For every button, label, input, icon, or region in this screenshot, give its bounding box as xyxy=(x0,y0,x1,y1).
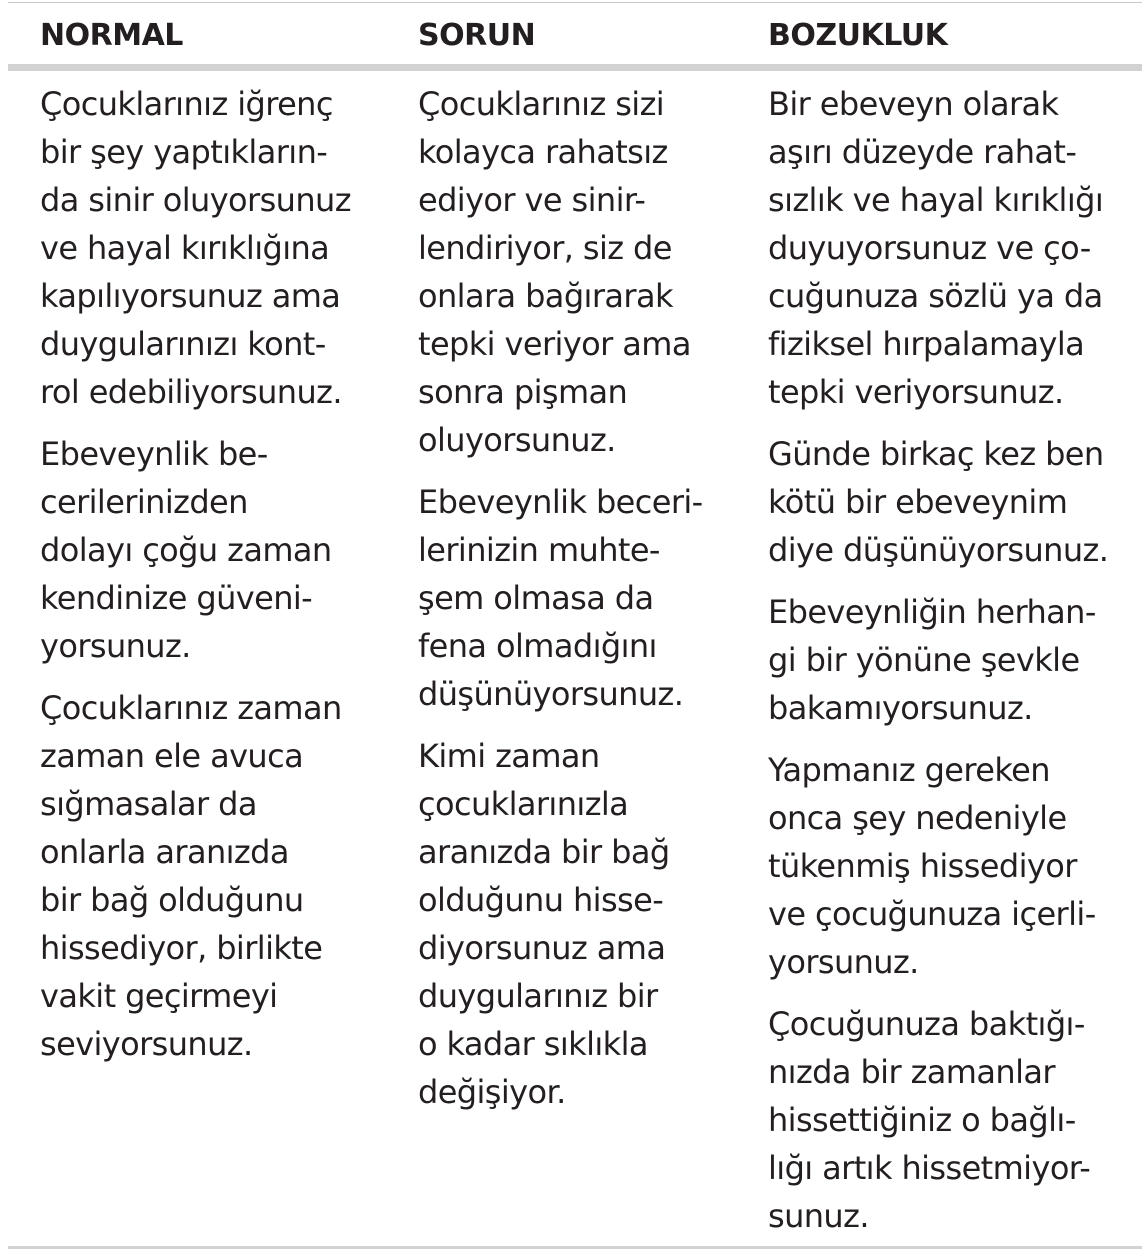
paragraph-line: fena olmadığını xyxy=(418,627,657,665)
paragraph-line: onca şey nedeniyle xyxy=(768,799,1067,837)
paragraph-line: onlarla aranızda xyxy=(40,833,289,871)
paragraph-line: lığı artık hissetmiyor- xyxy=(768,1149,1091,1187)
table-cell-paragraph xyxy=(768,430,1108,574)
column-body-bozukluk xyxy=(768,80,1108,1254)
paragraph-line: duyuyorsunuz ve ço- xyxy=(768,229,1091,267)
paragraph-line: Çocuklarınız zaman xyxy=(40,689,342,727)
paragraph-line: Bir ebeveyn olarak xyxy=(768,85,1059,123)
paragraph-line: kendinize güveni- xyxy=(40,579,313,617)
paragraph-line: cerilerinizden xyxy=(40,483,248,521)
paragraph-line: onlara bağırarak xyxy=(418,277,673,315)
paragraph-line: sığmasalar da xyxy=(40,785,257,823)
paragraph-line: yorsunuz. xyxy=(40,627,191,665)
paragraph-line: cuğunuza sözlü ya da xyxy=(768,277,1103,315)
paragraph-line: Çocuğunuza baktığı- xyxy=(768,1005,1085,1043)
paragraph-line: Ebeveynliğin herhan- xyxy=(768,593,1096,631)
paragraph-line: sunuz. xyxy=(768,1197,869,1235)
table-cell-paragraph xyxy=(40,80,351,416)
paragraph-line: sızlık ve hayal kırıklığı xyxy=(768,181,1104,219)
paragraph-line: Çocuklarınız sizi xyxy=(418,85,665,123)
paragraph-line: Ebeveynlik be- xyxy=(40,435,268,473)
paragraph-line: bakamıyorsunuz. xyxy=(768,689,1033,727)
paragraph-line: zaman ele avuca xyxy=(40,737,304,775)
table-cell-paragraph xyxy=(40,430,351,670)
paragraph-line: kapılıyorsunuz ama xyxy=(40,277,341,315)
paragraph-line: vakit geçirmeyi xyxy=(40,977,278,1015)
column-header-sorun: SORUN xyxy=(418,18,536,53)
paragraph-line: fiziksel hırpalamayla xyxy=(768,325,1085,363)
paragraph-line: Çocuklarınız iğrenç xyxy=(40,85,333,123)
paragraph-line: nızda bir zamanlar xyxy=(768,1053,1055,1091)
paragraph-line: da sinir oluyorsunuz xyxy=(40,181,351,219)
paragraph-line: şem olmasa da xyxy=(418,579,654,617)
table-top-rule xyxy=(8,2,1142,3)
table-cell-paragraph xyxy=(418,732,703,1116)
column-header-normal: NORMAL xyxy=(40,18,183,53)
paragraph-line: duygularınızı kont- xyxy=(40,325,326,363)
paragraph-line: diyorsunuz ama xyxy=(418,929,666,967)
paragraph-line: ve hayal kırıklığına xyxy=(40,229,330,267)
paragraph-line: kötü bir ebeveynim xyxy=(768,483,1068,521)
paragraph-line: Günde birkaç kez ben xyxy=(768,435,1104,473)
paragraph-line: Kimi zaman xyxy=(418,737,600,775)
table-cell-paragraph xyxy=(768,1000,1108,1240)
paragraph-line: lendiriyor, siz de xyxy=(418,229,672,267)
column-body-normal xyxy=(40,80,351,1082)
paragraph-line: değişiyor. xyxy=(418,1073,566,1111)
paragraph-line: aşırı düzeyde rahat- xyxy=(768,133,1077,171)
paragraph-line: sonra pişman xyxy=(418,373,628,411)
table-cell-paragraph xyxy=(768,588,1108,732)
paragraph-line: Ebeveynlik beceri- xyxy=(418,483,703,521)
paragraph-line: ve çocuğunuza içerli- xyxy=(768,895,1096,933)
paragraph-line: olduğunu hisse- xyxy=(418,881,664,919)
paragraph-line: yorsunuz. xyxy=(768,943,919,981)
paragraph-line: dolayı çoğu zaman xyxy=(40,531,332,569)
paragraph-line: tepki veriyorsunuz. xyxy=(768,373,1064,411)
paragraph-line: kolayca rahatsız xyxy=(418,133,668,171)
paragraph-line: aranızda bir bağ xyxy=(418,833,670,871)
table-cell-paragraph xyxy=(768,80,1108,416)
paragraph-line: ediyor ve sinir- xyxy=(418,181,646,219)
paragraph-line: o kadar sıklıkla xyxy=(418,1025,648,1063)
paragraph-line: oluyorsunuz. xyxy=(418,421,616,459)
column-header-bozukluk: BOZUKLUK xyxy=(768,18,948,53)
table-cell-paragraph xyxy=(418,478,703,718)
table-cell-paragraph xyxy=(418,80,703,464)
column-body-sorun xyxy=(418,80,703,1130)
table-cell-paragraph xyxy=(40,684,351,1068)
paragraph-line: bir bağ olduğunu xyxy=(40,881,304,919)
paragraph-line: gi bir yönüne şevkle xyxy=(768,641,1080,679)
table-cell-paragraph xyxy=(768,746,1108,986)
paragraph-line: hissettiğiniz o bağlı- xyxy=(768,1101,1076,1139)
paragraph-line: hissediyor, birlikte xyxy=(40,929,323,967)
paragraph-line: bir şey yaptıkların- xyxy=(40,133,328,171)
paragraph-line: diye düşünüyorsunuz. xyxy=(768,531,1109,569)
paragraph-line: düşünüyorsunuz. xyxy=(418,675,684,713)
paragraph-line: rol edebiliyorsunuz. xyxy=(40,373,342,411)
paragraph-line: çocuklarınızla xyxy=(418,785,629,823)
paragraph-line: tepki veriyor ama xyxy=(418,325,691,363)
paragraph-line: seviyorsunuz. xyxy=(40,1025,253,1063)
paragraph-line: Yapmanız gereken xyxy=(768,751,1050,789)
paragraph-line: tükenmiş hissediyor xyxy=(768,847,1077,885)
paragraph-line: duygularınız bir xyxy=(418,977,658,1015)
header-divider xyxy=(8,64,1142,71)
paragraph-line: lerinizin muhte- xyxy=(418,531,660,569)
